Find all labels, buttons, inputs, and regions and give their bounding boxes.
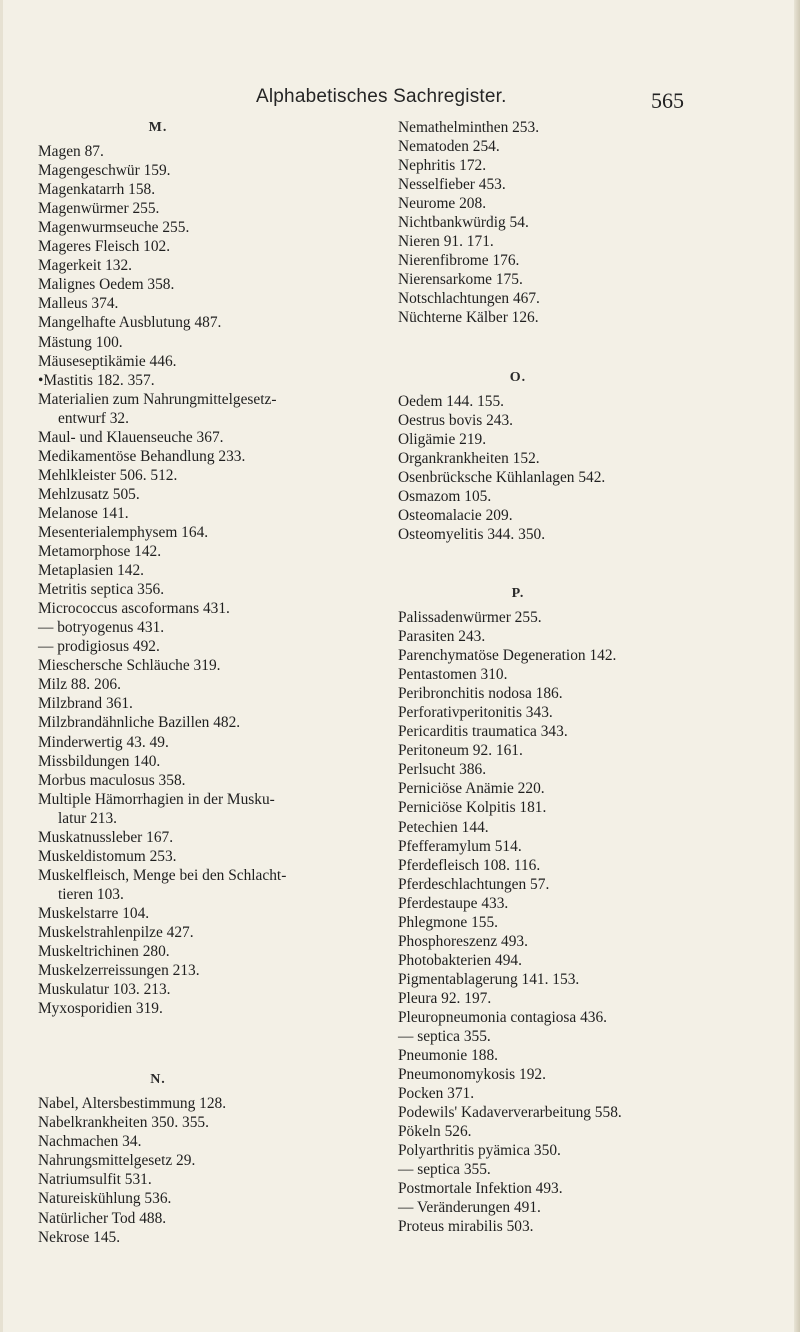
index-entry: Oestrus bovis 243. bbox=[398, 411, 514, 429]
index-entry: Metaplasien 142. bbox=[38, 562, 144, 580]
index-entry: — prodigiosus 492. bbox=[38, 638, 160, 656]
index-entry: Magenkatarrh 158. bbox=[38, 181, 156, 199]
index-entry: Pleura 92. 197. bbox=[398, 989, 492, 1007]
page-number: 565 bbox=[651, 88, 684, 113]
section-gap bbox=[38, 1018, 408, 1070]
index-entry: Polyarthritis pyämica 350. bbox=[398, 1142, 561, 1160]
index-entry: Magengeschwür 159. bbox=[38, 162, 171, 180]
index-entry: Photobakterien 494. bbox=[398, 951, 522, 969]
index-entry: Mehlzusatz 505. bbox=[38, 485, 140, 503]
index-entry: Natürlicher Tod 488. bbox=[38, 1209, 167, 1227]
index-entry: Metamorphose 142. bbox=[38, 543, 162, 561]
section-heading-p: P. bbox=[511, 585, 525, 601]
index-entry: Osteomalacie 209. bbox=[398, 506, 513, 524]
index-entry: Pneumonie 188. bbox=[398, 1047, 499, 1065]
index-entry: Malleus 374. bbox=[38, 295, 119, 313]
left-column bbox=[38, 118, 408, 1247]
index-entry: — Veränderungen 491. bbox=[398, 1199, 541, 1217]
index-entry: Osenbrücksche Kühlanlagen 542. bbox=[398, 468, 606, 486]
index-entry: tieren 103. bbox=[58, 885, 124, 903]
section-p-entries bbox=[398, 608, 768, 1237]
index-entry: Maul- und Klauenseuche 367. bbox=[38, 428, 224, 446]
index-entry: Pferdestaupe 433. bbox=[398, 894, 509, 912]
index-entry: Pökeln 526. bbox=[398, 1123, 472, 1141]
section-gap bbox=[398, 328, 768, 368]
index-entry: Perniciöse Kolpitis 181. bbox=[398, 799, 547, 817]
index-entry: Nieren 91. 171. bbox=[398, 233, 494, 251]
index-entry: Pentastomen 310. bbox=[398, 666, 508, 684]
index-entry: Myxosporidien 319. bbox=[38, 1000, 163, 1018]
index-entry: Notschlachtungen 467. bbox=[398, 290, 540, 308]
index-entry: Melanose 141. bbox=[38, 504, 129, 522]
index-entry: Nephritis 172. bbox=[398, 157, 487, 175]
index-entry: Perforativperitonitis 343. bbox=[398, 704, 553, 722]
index-entry: Perlsucht 386. bbox=[398, 761, 487, 779]
index-entry: Mästung 100. bbox=[38, 333, 123, 351]
index-entry: Phlegmone 155. bbox=[398, 913, 499, 931]
index-entry: •Mastitis 182. 357. bbox=[38, 371, 155, 389]
index-entry: Magerkeit 132. bbox=[38, 257, 133, 275]
index-entry: — septica 355. bbox=[398, 1028, 491, 1046]
index-entry: Nierenfibrome 176. bbox=[398, 252, 520, 270]
index-entry: Muskelzerreissungen 213. bbox=[38, 962, 200, 980]
index-entry: entwurf 32. bbox=[58, 409, 129, 427]
index-entry: Mageres Fleisch 102. bbox=[38, 238, 171, 256]
index-entry: Peribronchitis nodosa 186. bbox=[398, 685, 563, 703]
index-entry: Peritoneum 92. 161. bbox=[398, 742, 523, 760]
index-entry: Mieschersche Schläuche 319. bbox=[38, 657, 221, 675]
index-entry: Magen 87. bbox=[38, 143, 104, 161]
index-entry: latur 213. bbox=[58, 809, 117, 827]
index-entry: Milz 88. 206. bbox=[38, 676, 121, 694]
index-entry: — septica 355. bbox=[398, 1161, 491, 1179]
index-entry: Minderwertig 43. 49. bbox=[38, 733, 169, 751]
index-entry: Mesenterialemphysem 164. bbox=[38, 523, 209, 541]
section-m-entries bbox=[38, 142, 408, 1018]
index-entry: Magenwürmer 255. bbox=[38, 200, 160, 218]
index-entry: Malignes Oedem 358. bbox=[38, 276, 175, 294]
index-entry: Muskulatur 103. 213. bbox=[38, 981, 171, 999]
page-header bbox=[0, 86, 800, 116]
index-entry: — botryogenus 431. bbox=[38, 619, 165, 637]
index-entry: Nüchterne Kälber 126. bbox=[398, 309, 539, 327]
index-entry: Pneumonomykosis 192. bbox=[398, 1066, 546, 1084]
section-heading-m: M. bbox=[148, 120, 168, 135]
index-entry: Muskelstarre 104. bbox=[38, 904, 150, 922]
index-entry: Pferdefleisch 108. 116. bbox=[398, 856, 541, 874]
index-entry: Osteomyelitis 344. 350. bbox=[398, 525, 546, 543]
index-entry: Postmortale Infektion 493. bbox=[398, 1180, 563, 1198]
index-entry: Proteus mirabilis 503. bbox=[398, 1218, 534, 1236]
index-entry: Nematoden 254. bbox=[398, 138, 500, 156]
index-entry: Morbus maculosus 358. bbox=[38, 771, 186, 789]
index-entry: Oedem 144. 155. bbox=[398, 392, 505, 410]
index-entry: Pigmentablagerung 141. 153. bbox=[398, 970, 580, 988]
index-entry: Nekrose 145. bbox=[38, 1228, 121, 1246]
index-entry: Pferdeschlachtungen 57. bbox=[398, 875, 550, 893]
index-entry: Pericarditis traumatica 343. bbox=[398, 723, 568, 741]
page-title: Alphabetisches Sachregister. bbox=[256, 86, 507, 107]
index-entry: Neurome 208. bbox=[398, 195, 487, 213]
index-entry: Palissadenwürmer 255. bbox=[398, 608, 542, 626]
index-entry: Parasiten 243. bbox=[398, 628, 486, 646]
index-entry: Muskeldistomum 253. bbox=[38, 847, 177, 865]
index-entry: Nabel, Altersbestimmung 128. bbox=[38, 1095, 227, 1113]
section-gap bbox=[398, 544, 768, 584]
index-entry: Nachmachen 34. bbox=[38, 1133, 142, 1151]
index-entry: Milzbrandähnliche Bazillen 482. bbox=[38, 714, 241, 732]
index-entry: Nierensarkome 175. bbox=[398, 271, 523, 289]
index-entry: Podewils' Kadaververarbeitung 558. bbox=[398, 1104, 622, 1122]
index-entry: Phosphoreszenz 493. bbox=[398, 932, 528, 950]
section-heading-n: N. bbox=[150, 1072, 166, 1088]
index-entry: Mangelhafte Ausblutung 487. bbox=[38, 314, 222, 332]
index-entry: Osmazom 105. bbox=[398, 487, 492, 505]
index-entry: Organkrankheiten 152. bbox=[398, 449, 540, 467]
index-entry: Nahrungsmittelgesetz 29. bbox=[38, 1152, 196, 1170]
right-column bbox=[398, 118, 768, 1237]
index-entry: Natureiskühlung 536. bbox=[38, 1190, 172, 1208]
index-entry: Milzbrand 361. bbox=[38, 695, 133, 713]
page-right-edge bbox=[794, 0, 800, 1332]
index-entry: Micrococcus ascoformans 431. bbox=[38, 600, 230, 618]
index-entry: Missbildungen 140. bbox=[38, 752, 161, 770]
index-entry: Parenchymatöse Degeneration 142. bbox=[398, 647, 617, 665]
index-entry: Multiple Hämorrhagien in der Musku- bbox=[38, 790, 275, 808]
index-entry: Mäuseseptikämie 446. bbox=[38, 352, 177, 370]
index-entry: Natriumsulfit 531. bbox=[38, 1171, 152, 1189]
index-entry: Medikamentöse Behandlung 233. bbox=[38, 447, 246, 465]
page-left-edge bbox=[0, 0, 3, 1332]
section-n-entries bbox=[38, 1094, 408, 1246]
index-entry: Magenwurmseuche 255. bbox=[38, 219, 190, 237]
index-entry: Muskelstrahlenpilze 427. bbox=[38, 923, 194, 941]
index-entry: Pleuropneumonia contagiosa 436. bbox=[398, 1008, 608, 1026]
index-entry: Metritis septica 356. bbox=[38, 581, 165, 599]
index-entry: Perniciöse Anämie 220. bbox=[398, 780, 545, 798]
index-entry: Petechien 144. bbox=[398, 818, 489, 836]
index-entry: Muskatnussleber 167. bbox=[38, 828, 174, 846]
section-o-entries bbox=[398, 392, 768, 544]
index-entry: Mehlkleister 506. 512. bbox=[38, 466, 178, 484]
section-heading-o: O. bbox=[509, 369, 527, 385]
index-entry: Nemathelminthen 253. bbox=[398, 119, 540, 136]
index-entry: Pocken 371. bbox=[398, 1085, 475, 1103]
index-entry: Materialien zum Nahrungmittelgesetz- bbox=[38, 390, 277, 408]
index-entry: Oligämie 219. bbox=[398, 430, 487, 448]
section-n-continued-entries bbox=[398, 118, 768, 328]
index-entry: Nabelkrankheiten 350. 355. bbox=[38, 1114, 209, 1132]
index-entry: Pfefferamylum 514. bbox=[398, 837, 522, 855]
index-entry: Nesselfieber 453. bbox=[398, 176, 506, 194]
index-entry: Nichtbankwürdig 54. bbox=[398, 214, 529, 232]
index-entry: Muskeltrichinen 280. bbox=[38, 943, 170, 961]
index-entry: Muskelfleisch, Menge bei den Schlacht- bbox=[38, 866, 287, 884]
